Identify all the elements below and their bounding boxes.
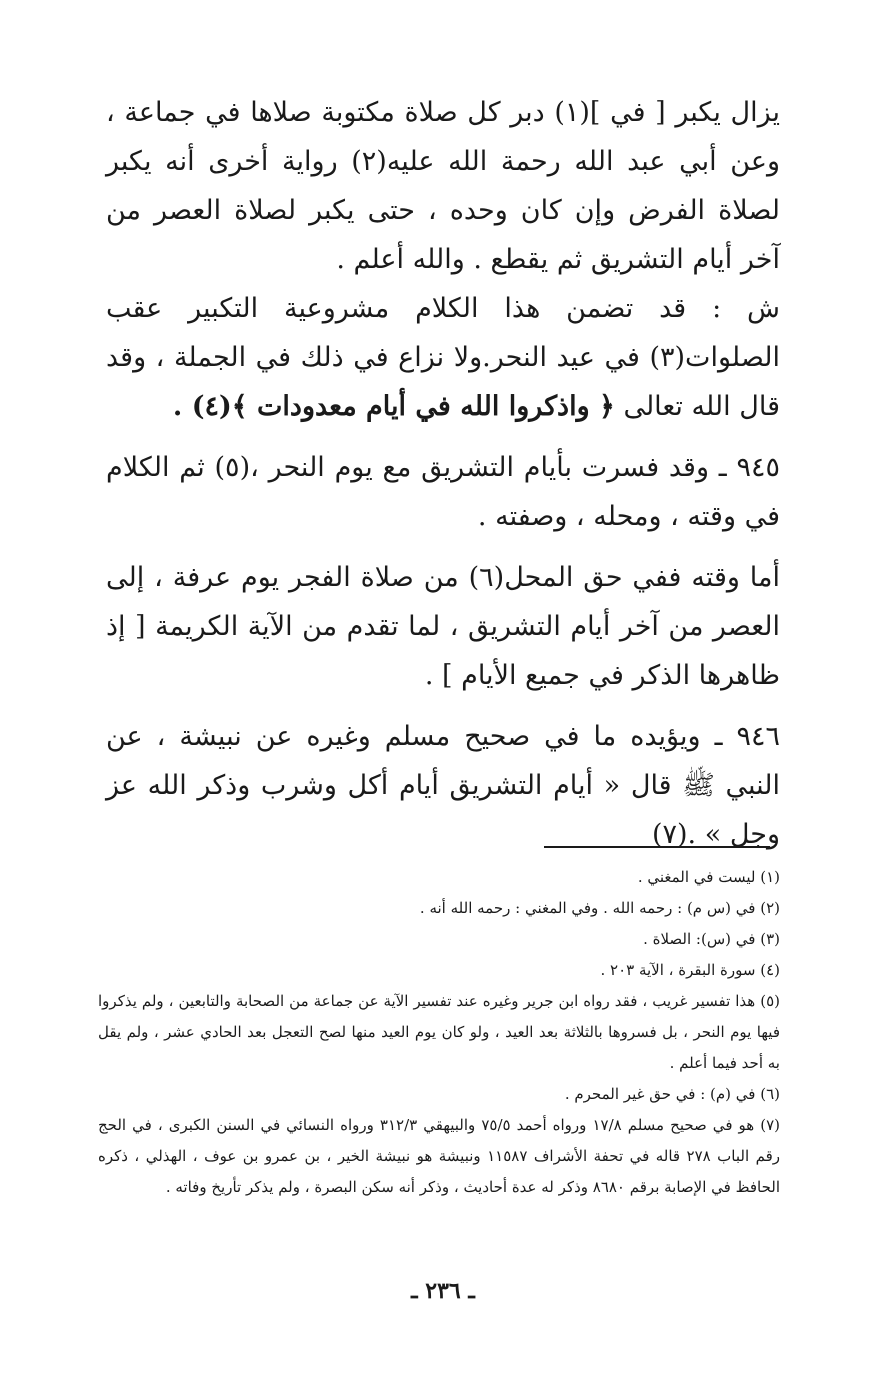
footnote-separator: [544, 846, 770, 848]
footnote: (٢) في (س م) : رحمه الله . وفي المغني : رحمه الله أنه .: [419, 899, 780, 917]
paragraph-945-text: وقد فسرت بأيام التشريق مع يوم النحر ،(٥) ثم الكلام في وقته ، ومحله ، وصفته .: [106, 452, 780, 532]
footnote: (٥) هذا تفسير غريب ، فقد رواه ابن جرير وغيره عند تفسير الآية عن جماعة من الصحابة والتابعين ، ولم يذكروا فيها يوم النحر ، بل فسروها بالثلاثة بعد العيد ، ولو كان يوم العيد منها لصح التعجل بعد الحادي عشر ، ولم يقل به أحد فيما أعلم .: [98, 992, 780, 1072]
item-number-945: ٩٤٥ ـ: [718, 452, 780, 483]
paragraph-946: [106, 712, 780, 859]
footnotes: [98, 862, 780, 1203]
paragraph-946-text: ويؤيده ما في صحيح مسلم وغيره عن نبيشة ، عن النبي ﷺ قال « أيام التشريق أيام أكل وشرب وذكر الله عز وجل » .(٧): [106, 721, 781, 850]
footnote: (٤) سورة البقرة ، الآية ٢٠٣ .: [600, 961, 780, 979]
footnote: (٦) في (م) : في حق غير المحرم .: [564, 1085, 780, 1103]
paragraph-4: أما وقته ففي حق المحل(٦) من صلاة الفجر يوم عرفة ، إلى العصر من آخر أيام التشريق ، لما تقدم من الآية الكريمة [ إذ ظاهرها الذكر في جميع الأيام ] .: [106, 562, 780, 691]
footnote: (٣) في (س): الصلاة .: [643, 930, 780, 948]
footnote: (٧) هو في صحيح مسلم ١٧/٨ ورواه أحمد ٧٥/٥ والبيهقي ٣١٢/٣ ورواه النسائي في السنن الكبرى ، في الحج رقم الباب ٢٧٨ قاله في تحفة الأشراف ١١٥٨٧ ونبيشة هو نبيشة الخير ، بن عمرو بن عوف ، الهذلي ، ذكره الحافظ في الإصابة برقم ٨٦٨٠ وذكر له عدة أحاديث ، وذكر أنه سكن البصرة ، ولم يذكر تأريخ وفاته .: [98, 1116, 781, 1196]
page-number: ـ ٢٣٦ ـ: [411, 1278, 475, 1304]
paragraph-2: [106, 284, 780, 431]
paragraph-945: [106, 443, 780, 541]
quran-verse: ﴿ واذكروا الله في أيام معدودات ﴾(٤) .: [172, 391, 615, 422]
paragraph-2-text: ش : قد تضمن هذا الكلام مشروعية التكبير عقب الصلوات(٣) في عيد النحر.ولا نزاع في ذلك في الجملة ، وقد قال الله تعالى: [106, 293, 780, 422]
paragraph-1: يزال يكبر [ في ](١) دبر كل صلاة مكتوبة صلاها في جماعة ، وعن أبي عبد الله رحمة الله عليه(٢) رواية أخرى أنه يكبر لصلاة الفرض وإن كان وحده ، حتى يكبر لصلاة العصر من آخر أيام التشريق ثم يقطع . والله أعلم .: [106, 97, 781, 275]
item-number-946: ٩٤٦ ـ: [714, 721, 780, 752]
footnote: (١) ليست في المغني .: [637, 868, 780, 886]
main-text: [106, 88, 780, 859]
